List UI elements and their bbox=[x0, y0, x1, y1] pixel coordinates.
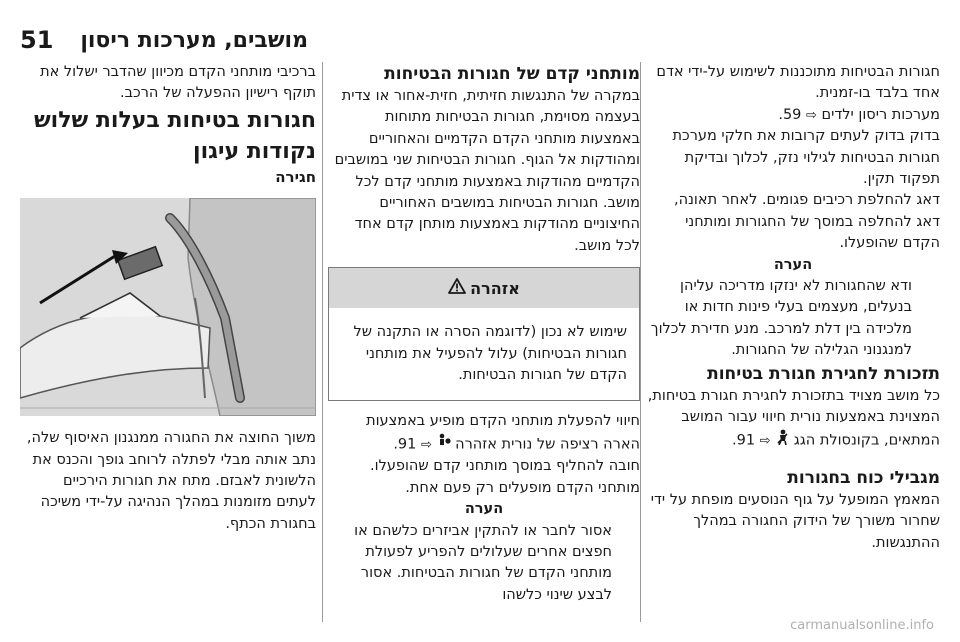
note-label: הערה bbox=[464, 501, 504, 518]
page-ref: 91 bbox=[397, 436, 417, 453]
page-header bbox=[0, 0, 960, 58]
section-title: מותחני קדם של חגורות הבטיחות bbox=[384, 64, 640, 84]
arrow-ref-icon: ⇨ bbox=[759, 433, 771, 449]
warning-box bbox=[328, 267, 640, 401]
seatbelt-reminder-icon bbox=[775, 429, 789, 452]
column-middle bbox=[328, 62, 640, 606]
paragraph: חגורות הבטיחות מתוכננות לשימוש על-ידי אדם אחד בלבד בו-זמנית. bbox=[656, 64, 940, 102]
section-title: מגבילי כוח בחגורות bbox=[787, 467, 940, 488]
paragraph: מערכות ריסון ילדים ⇨ 59. bbox=[778, 106, 940, 123]
warning-header bbox=[329, 268, 639, 308]
warning-title: אזהרה bbox=[470, 278, 520, 298]
seatbelt-illustration-drawing bbox=[20, 198, 316, 416]
seatbelt-illustration bbox=[20, 198, 316, 416]
section-title: חגורות בטיחות בעלות שלוש נקודות עיגון bbox=[33, 107, 316, 164]
paragraph: חובה להחליף במוסך מותחני קדם שהופעלו. מותחני הקדם מופעלים רק פעם אחת. bbox=[370, 458, 640, 496]
paragraph: חיווי להפעלת מותחני הקדם מופיע באמצעות הארה רציפה של נורית אזהרה ⇨ 91. bbox=[328, 411, 640, 456]
watermark: carmanualsonline.info bbox=[790, 618, 934, 633]
column-right bbox=[646, 62, 940, 554]
arrow-ref-icon: ⇨ bbox=[806, 107, 817, 123]
page-ref: 59 bbox=[782, 106, 802, 123]
page-title: מושבים, מערכות ריסון bbox=[80, 28, 308, 53]
section-title: תזכורת לחגירת חגורת בטיחות bbox=[707, 363, 940, 384]
warning-text: שימוש לא נכון (לדוגמה הסרה או התקנה של חגורות הבטיחות) עלול להפעיל את מותחני הקדם של חגורות הבטיחות. bbox=[353, 324, 627, 384]
paragraph: ברכיבי מותחני הקדם מכיוון שהדבר ישלול את תוקף רישיון ההפעלה של הרכב. bbox=[40, 64, 316, 102]
note-text: אסור לחבר או להתקין אביזרים כלשהם או חפצים אחרים שעלולים להפריע לפעולת מותחני הקדם של חגורות הבטיחות. אסור לבצע שינוי כלשהו bbox=[354, 522, 612, 603]
arrow-ref-icon: ⇨ bbox=[420, 437, 432, 453]
paragraph: המאמץ המופעל על גוף הנוסעים מופחת על ידי שחרור משורך של הידוק החגורה במהלך ההתנגשות. bbox=[650, 491, 940, 551]
airbag-warning-icon bbox=[437, 433, 451, 456]
column-divider bbox=[322, 62, 323, 622]
page-number: 51 bbox=[20, 26, 54, 54]
note-text: ודא שהחגורות לא ינזקו מדריכה עליהן בנעלים, מעצמים בעלי פינות חדות או מלכידה בין דלת למרכב. מנע חדירת לכלוך למנגנוני הגלילה של החגורות. bbox=[650, 278, 912, 359]
paragraph: משוך החוצה את החגורה ממנגנון האיסוף שלה, נתב אותה מבלי לפתלה לרוחב גופך והכנס את הלשונית לאבזם. מתח את חגורות הירכיים לעתים מזומנות במהלך הנהיגה על-ידי משיכה בחגורת הכתף. bbox=[26, 430, 316, 532]
paragraph: כל מושב מצויד בתזכורת לחגירת חגורת בטיחות, המצוינת באמצעות נורית חיווי עבור המושב המתאים, בקונסולת הגג ⇨ 91. bbox=[646, 386, 940, 452]
paragraph: במקרה של התנגשות חזיתית, חזית-אחור או צדית בעצמה מסוימת, חגורות הבטיחות מתוחות באמצעות מותחני הקדם הקדמיים והאחוריים ומהודקות אל הגוף. חגורות הבטיחות שני במושבים הקדמיים מהודקות באמצעות מותחני קדם לכל מושב. חגורות הבטיחות במושבים האחוריים החיצוניים מהודקות באמצעות מותחן קדם אחד לכל מושב. bbox=[334, 88, 640, 254]
paragraph: בדוק בדוק לעתים קרובות את חלקי מערכת חגורות הבטיחות לגילוי נזק, לכלוך ובדיקת תפקוד תקין. bbox=[672, 128, 940, 188]
warning-triangle-icon bbox=[448, 278, 466, 299]
column-divider bbox=[640, 62, 641, 622]
sub-title: חגירה bbox=[275, 167, 316, 186]
note-label: הערה bbox=[773, 256, 813, 273]
page-ref: 91 bbox=[736, 432, 756, 449]
paragraph: דאג להחלפת רכיבים פגומים. לאחר תאונה, דאג להחלפה במוסך של החגורות ומותחני הקדם שהופעלו. bbox=[674, 192, 940, 252]
column-left bbox=[20, 62, 316, 535]
